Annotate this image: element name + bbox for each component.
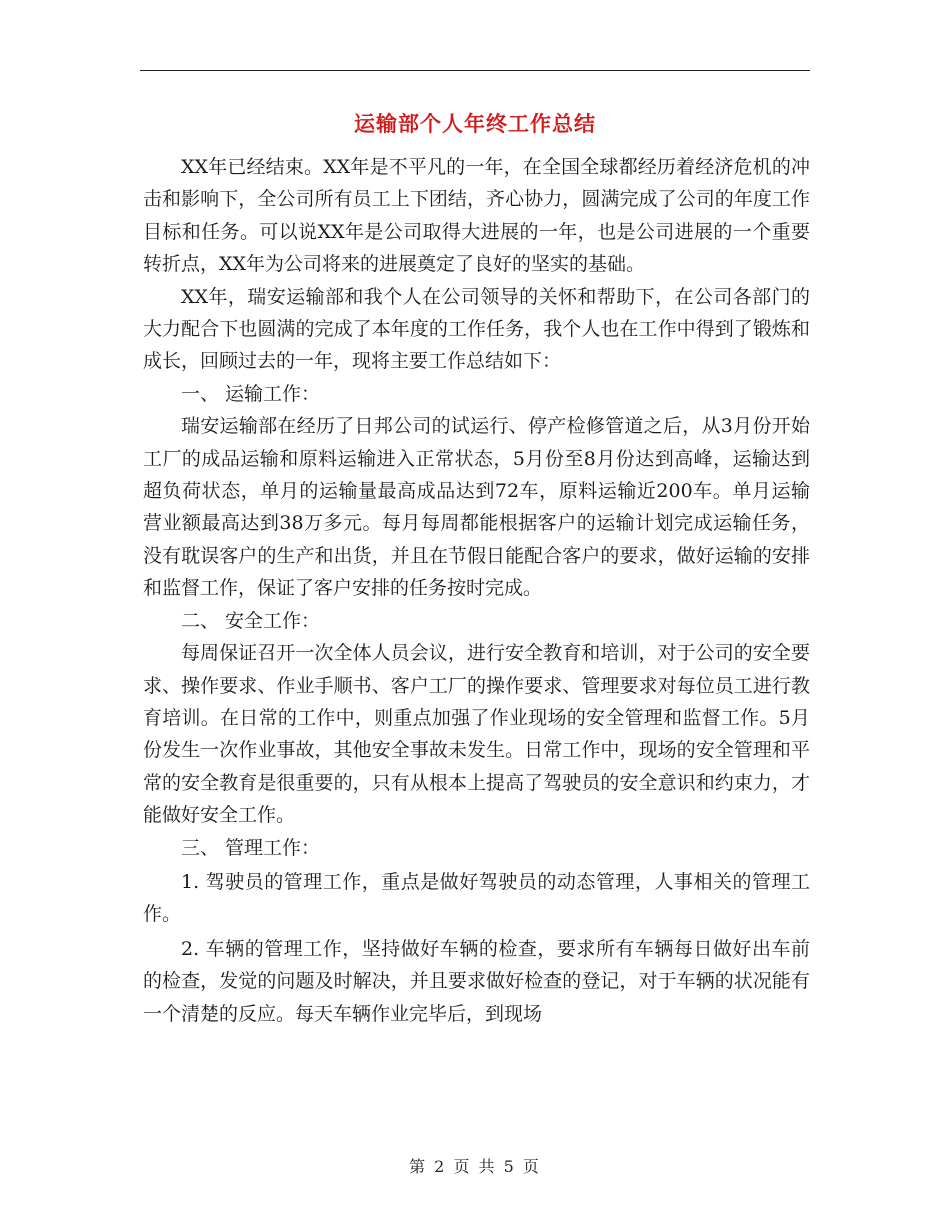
section-heading-transport: 一、 运输工作： xyxy=(181,382,321,405)
paragraph-transport: 瑞安运输部在经历了日邦公司的试运行、停产检修管道之后，从3月份开始工厂的成品运输和原料运输进入正常状态，5月份至8月份达到高峰，运输达到超负荷状态，单月的运输量最高成品达到72车，原料运输近200车。单月运输营业额最高达到38万多元。每月每周都能根据客户的运输计划完成运输任务，没有耽误客户的生产和出货，并且在节假日能配合客户的要求，做好运输的安排和监督工作，保证了客户安排的任务按时完成。 xyxy=(143,415,810,600)
page-number-footer: 第 2 页 共 5 页 xyxy=(409,1157,541,1176)
header-rule xyxy=(140,70,810,71)
paragraph-overview: XX年，瑞安运输部和我个人在公司领导的关怀和帮助下，在公司各部门的大力配合下也圆满的完成了本年度的工作任务，我个人也在工作中得到了锻炼和成长，回顾过去的一年，现将主要工作总结如下： xyxy=(143,285,810,373)
paragraph-safety: 每周保证召开一次全体人员会议，进行安全教育和培训，对于公司的安全要求、操作要求、作业手顺书、客户工厂的操作要求、管理要求对每位员工进行教育培训。在日常的工作中，则重点加强了作业现场的安全管理和监督工作。5月份发生一次作业事故，其他安全事故未发生。日常工作中，现场的安全管理和平常的安全教育是很重要的，只有从根本上提高了驾驶员的安全意识和约束力，才能做好安全工作。 xyxy=(143,642,810,827)
paragraph-management-vehicles: 2. 车辆的管理工作，坚持做好车辆的检查，要求所有车辆每日做好出车前的检查，发觉的问题及时解决，并且要求做好检查的登记，对于车辆的状况能有一个清楚的反应。每天车辆作业完毕后，到现场 xyxy=(143,937,810,1025)
paragraph-management-drivers: 1. 驾驶员的管理工作，重点是做好驾驶员的动态管理，人事相关的管理工作。 xyxy=(143,870,810,926)
section-heading-safety: 二、 安全工作： xyxy=(181,609,321,632)
section-heading-management: 三、 管理工作： xyxy=(181,836,321,859)
document-title: 运输部个人年终工作总结 xyxy=(354,111,596,136)
paragraph-intro: XX年已经结束。XX年是不平凡的一年，在全国全球都经历着经济危机的冲击和影响下，全公司所有员工上下团结，齐心协力，圆满完成了公司的年度工作目标和任务。可以说XX年是公司取得大进展的一年，也是公司进展的一个重要转折点，XX年为公司将来的进展奠定了良好的坚实的基础。 xyxy=(143,156,810,276)
document-body xyxy=(143,151,810,1030)
